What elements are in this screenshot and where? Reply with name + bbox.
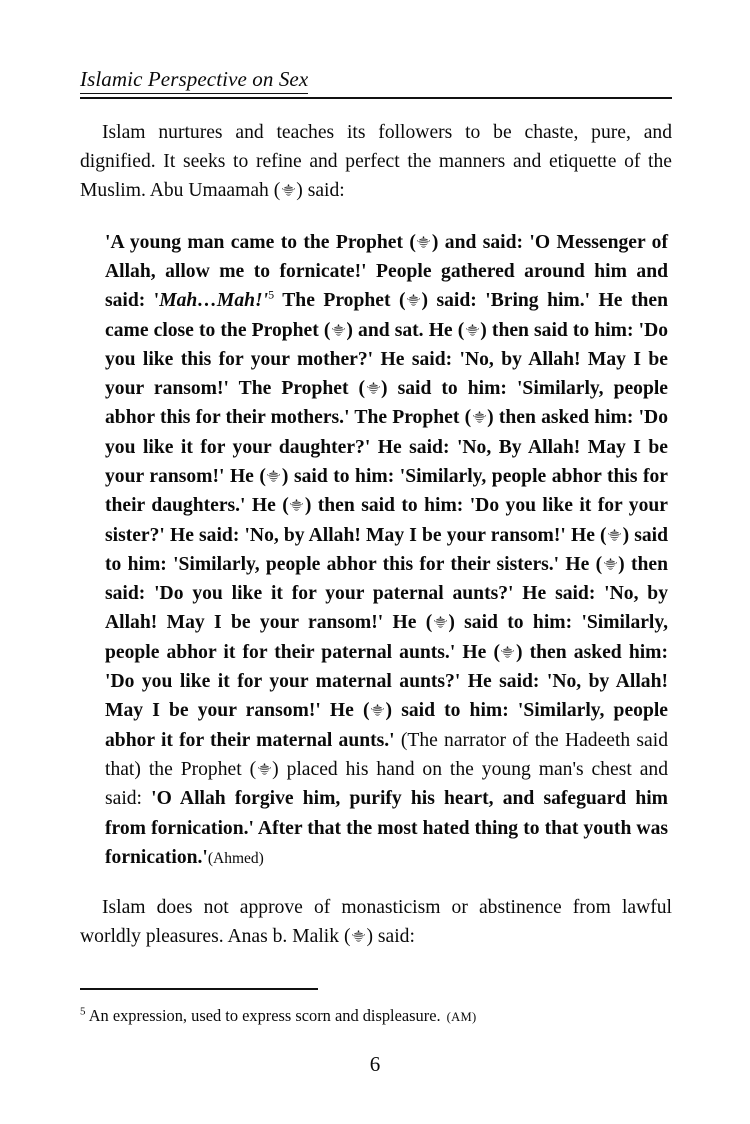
honorific-wrapper: ( ) <box>398 290 429 312</box>
honorific-icon <box>366 381 381 396</box>
honorific-wrapper: ( ) <box>259 465 289 487</box>
honorific-wrapper: ( ) <box>595 553 625 575</box>
honorific-wrapper: ( ) <box>493 641 523 663</box>
intro-paragraph-text-before-honorific: Islam nurtures and teaches its followers to be chaste, pure, and dignified. It seeks to refine and perfect the manners and etiquette of the Muslim. Abu Umaamah <box>80 122 672 202</box>
page-number: 6 <box>369 1052 381 1076</box>
honorific-wrapper: ( ) <box>363 700 393 722</box>
hadeeth-quote-block <box>105 228 668 874</box>
quote-seg-8: then asked him: 'Do you like it for your daughter?' He said: 'No, By Allah! May I be your ransom!' He <box>105 407 668 487</box>
footnote-number: 5 <box>80 1005 86 1018</box>
honorific-wrapper: ( ) <box>464 407 494 429</box>
quote-seg-10: then said to him: 'Do you like it for your sister?' He said: 'No, by Allah! May I be your ransom!' He <box>105 495 668 546</box>
header-divider-rule <box>80 97 672 99</box>
quote-seg-9: said to him: 'Similarly, people abhor this for their daughters.' He <box>105 465 668 517</box>
quote-seg-5: and sat. He <box>352 319 458 341</box>
footnote-area <box>80 988 672 1028</box>
honorific-wrapper: ( ) <box>358 378 388 400</box>
quote-seg-1: 'A young man came to the Prophet <box>105 231 410 253</box>
quote-seg-11: said to him: 'Similarly, people abhor this for their sisters.' He <box>105 524 668 575</box>
honorific-icon <box>351 929 366 944</box>
footnote-body-text: An expression, used to express scorn and displeasure. <box>88 1005 441 1025</box>
narrator-aside-part-1: (The narrator of the Hadeeth said that) the Prophet <box>105 729 668 780</box>
honorific-icon <box>406 293 421 308</box>
honorific-icon <box>257 762 272 777</box>
honorific-icon <box>331 323 346 338</box>
honorific-icon <box>266 469 281 484</box>
quote-seg-13: said to him: 'Similarly, people abhor it for their paternal aunts.' He <box>105 612 668 663</box>
quote-seg-16: 'O Allah forgive him, purify his heart, and safeguard him from fornication.' After that the most hated thing to that youth was fornication.' <box>105 788 668 868</box>
quote-italic-phrase: Mah…Mah!' <box>159 290 269 312</box>
honorific-wrapper: ( ) <box>273 180 303 202</box>
quote-seg-15: said to him: 'Similarly, people abhor it for their maternal aunts.' <box>105 700 668 751</box>
honorific-icon <box>433 615 448 630</box>
honorific-wrapper: ( ) <box>457 319 487 341</box>
quote-seg-7: said to him: 'Similarly, people abhor this for their mothers.' The Prophet <box>105 378 668 429</box>
closing-paragraph-text-before-honorific: Islam does not approve of monasticism or abstinence from lawful worldly pleasures. Anas b. Malik <box>80 897 672 948</box>
honorific-icon <box>281 183 296 198</box>
text-column <box>80 118 672 952</box>
honorific-wrapper: ( ) <box>323 319 353 341</box>
honorific-wrapper: ( ) <box>343 926 373 948</box>
honorific-icon <box>370 703 385 718</box>
running-header <box>80 68 672 99</box>
closing-paragraph-text-after-honorific: said: <box>373 926 415 948</box>
running-header-title: Islamic Perspective on Sex <box>80 68 308 94</box>
honorific-icon <box>472 410 487 425</box>
quote-seg-2: and said: 'O Messenger of Allah, allow me to fornicate!' People gathered around him and said: ' <box>105 231 669 312</box>
hadeeth-attribution: (Ahmed) <box>207 849 264 867</box>
footnote-separator-rule <box>80 988 318 990</box>
intro-paragraph <box>80 118 672 206</box>
quote-seg-3: The Prophet <box>274 290 399 312</box>
footnote-reference-marker: 5 <box>268 287 275 302</box>
footnote-source: (AM) <box>446 1009 477 1024</box>
quote-seg-14: then asked him: 'Do you like it for your maternal aunts?' He said: 'No, by Allah! May I be your ransom!' He <box>105 641 669 722</box>
honorific-wrapper: ( ) <box>282 495 312 517</box>
narrator-aside-part-2: placed his hand on the young man's chest and said: <box>105 758 668 810</box>
honorific-wrapper: ( ) <box>425 612 455 634</box>
honorific-icon <box>416 235 431 250</box>
quote-spacer <box>80 873 672 893</box>
honorific-icon <box>607 528 622 543</box>
honorific-wrapper: ( ) <box>600 524 630 546</box>
footnote-entry <box>80 1005 672 1028</box>
quote-seg-6: then said to him: 'Do you like this for your mother?' He said: 'No, by Allah! May I be your ransom!' The Prophet <box>105 319 669 400</box>
honorific-wrapper: ( ) <box>409 231 439 253</box>
honorific-icon <box>289 498 304 513</box>
honorific-icon <box>465 323 480 338</box>
honorific-icon <box>603 557 618 572</box>
quote-seg-12: then said: 'Do you like it for your paternal aunts?' He said: 'No, by Allah! May I be your ransom!' He <box>105 553 668 634</box>
quote-seg-4: said: 'Bring him.' He then came close to the Prophet <box>105 290 668 341</box>
honorific-icon <box>500 645 515 660</box>
honorific-wrapper: ( ) <box>249 758 279 780</box>
closing-paragraph <box>80 893 672 951</box>
intro-paragraph-text-after-honorific: said: <box>302 180 345 202</box>
